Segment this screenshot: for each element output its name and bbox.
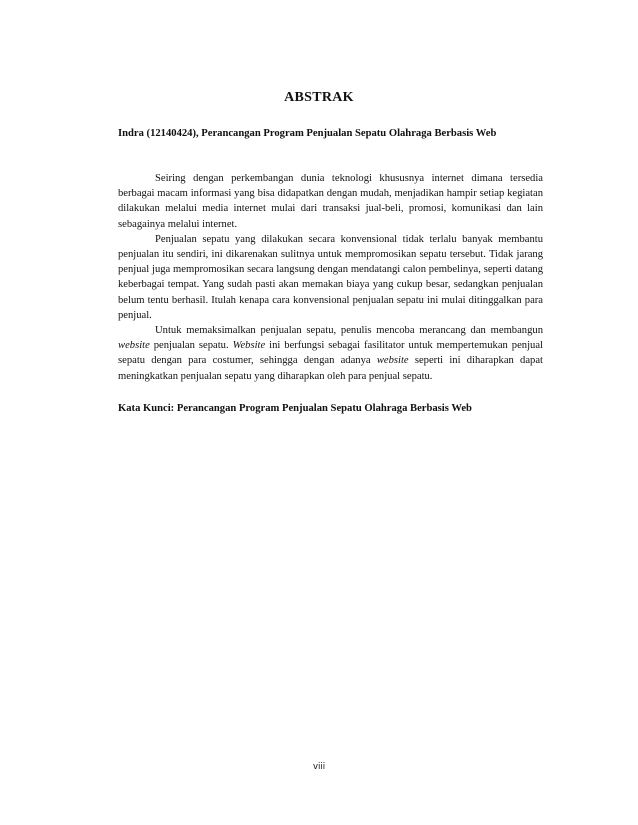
paragraph-3-italic-website-3: website <box>376 355 409 367</box>
keywords-line: Kata Kunci: Perancangan Program Penjualan Sepatu Olahraga Berbasis Web <box>118 403 472 414</box>
abstract-title: ABSTRAK <box>284 90 354 105</box>
abstract-body <box>118 171 543 384</box>
paragraph-1-text: Seiring dengan perkembangan dunia teknologi khususnya internet dimana tersedia berbagai macam informasi yang bisa didapatkan dengan mudah, menjadikan hampir setiap kegiatan dilakukan melalui media internet mulai dari transaksi jual-beli, promosi, komunikasi dan lain sebagainya melalui internet. <box>118 173 543 230</box>
abstract-paragraph-2 <box>118 232 543 323</box>
paragraph-3-text-b: penjualan sepatu. <box>149 340 233 352</box>
paragraph-3-text-d: seperti ini diharapkan dapat meningkatkan penjualan sepatu yang diharapkan oleh para penjual sepatu. <box>118 355 543 382</box>
abstract-paragraph-3 <box>118 323 543 384</box>
paragraph-2-text: Penjualan sepatu yang dilakukan secara konvensional tidak terlalu banyak membantu penjualan itu sendiri, ini dikarenakan sulitnya untuk mempromosikan sepatu tersebut. Tidak jarang penjual juga mempromosikan secara langsung dengan mendatangi calon pembelinya, seperti datang keberbagai tempat. Yang sudah pasti akan memakan biaya yang cukup besar, sedangkan penjualan belum tentu berhasil. Itulah kenapa cara konvensional penjualan sepatu ini mulai ditinggalkan para penjual. <box>118 233 543 321</box>
paragraph-3-italic-website-1: website <box>118 340 150 352</box>
abstract-paragraph-1 <box>118 171 543 232</box>
paragraph-3-text-a: Untuk memaksimalkan penjualan sepatu, penulis mencoba merancang dan membangun <box>155 325 543 337</box>
author-title-line: Indra (12140424), Perancangan Program Penjualan Sepatu Olahraga Berbasis Web <box>118 128 497 139</box>
page-number: viii <box>312 762 326 772</box>
paragraph-3-italic-website-2: Website <box>232 340 266 352</box>
paragraph-3-text-c: ini berfungsi sebagai fasilitator untuk mempertemukan penjual sepatu dengan para costumer, sehingga dengan adanya <box>118 340 543 367</box>
